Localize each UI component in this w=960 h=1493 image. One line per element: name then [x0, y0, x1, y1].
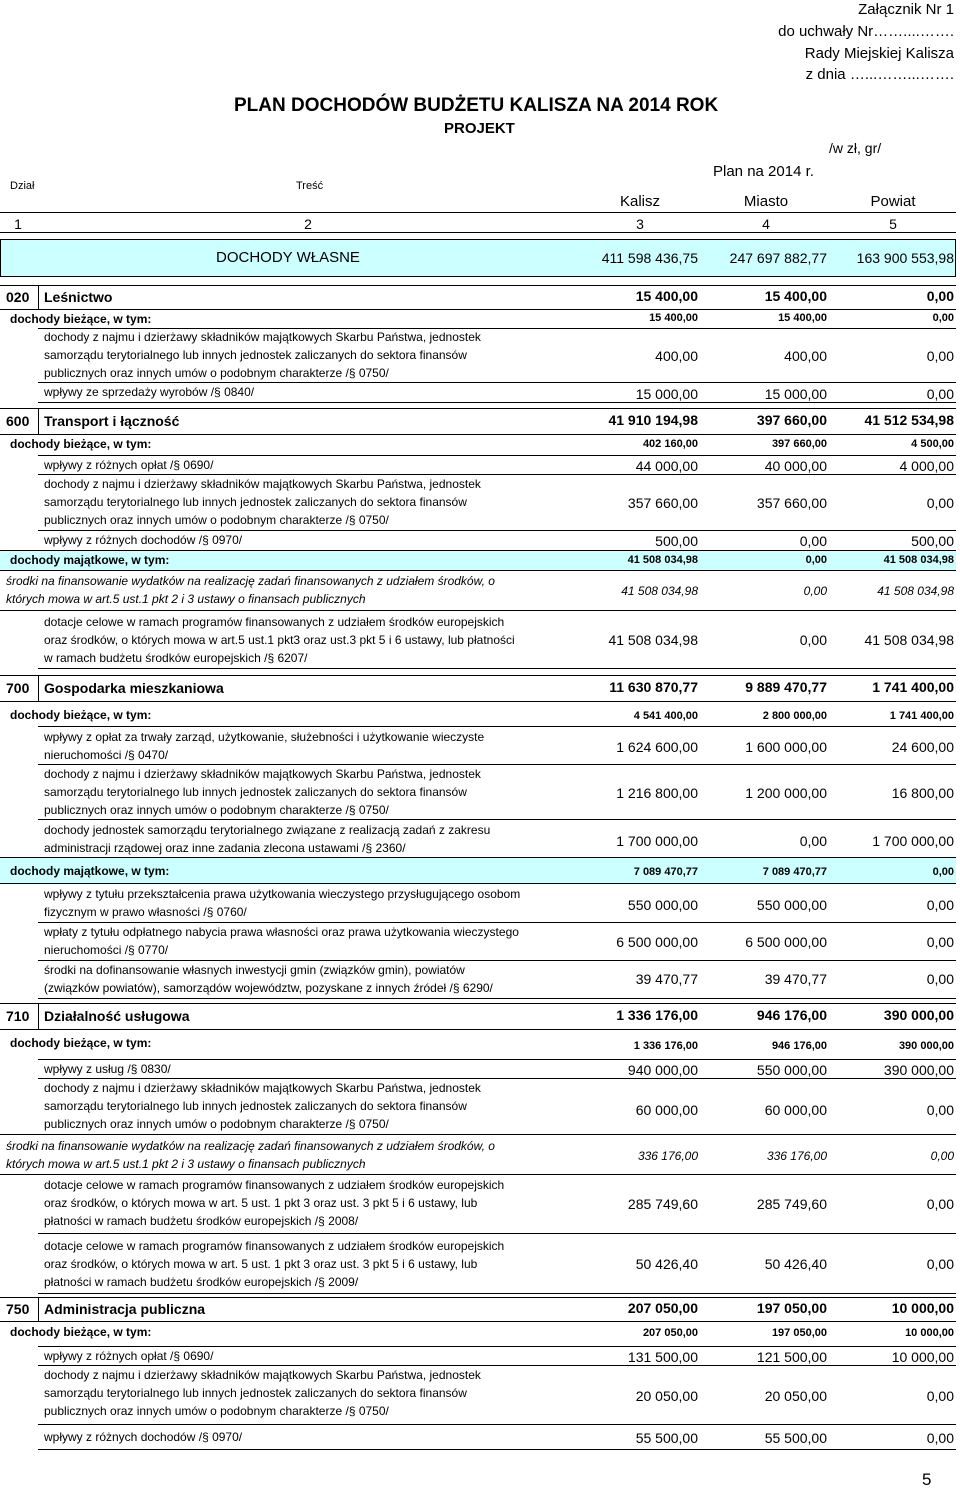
- section-code: 710: [6, 1008, 30, 1024]
- row-text: wpływy z różnych dochodów /§ 0970/: [44, 1430, 243, 1444]
- row-kalisz: 41 508 034,98: [621, 584, 698, 598]
- row-miasto: 121 500,00: [756, 1349, 827, 1365]
- col-num-1: 1: [14, 216, 22, 232]
- row-kalisz: 285 749,60: [627, 1196, 698, 1212]
- col-kalisz: Kalisz: [619, 193, 660, 210]
- date-label: z dnia …...……...…….: [805, 66, 954, 83]
- row-text-1: dochody z najmu i dzierżawy składników majątkowych Skarbu Państwa, jednostek: [44, 477, 481, 491]
- section-powiat: 41 512 534,98: [864, 412, 954, 428]
- col-plan: Plan na 2014 r.: [713, 163, 814, 180]
- row-text-1: dotacje celowe w ramach programów finansowanych z udziałem środków europejskich: [44, 1239, 505, 1253]
- row-text-3: płatności w ramach budżetu środków europejskich /§ 2009/: [44, 1275, 359, 1289]
- row-kalisz: 1 624 600,00: [616, 739, 698, 755]
- row-text-1: dochody jednostek samorządu terytorialnego związane z realizacją zadań z zakresu: [44, 823, 491, 837]
- section-kalisz: 15 400,00: [635, 288, 698, 304]
- row-text-2: samorządu terytorialnego lub innych jednostek zaliczanych do sektora finansów: [44, 495, 467, 509]
- row-miasto: 550 000,00: [756, 1062, 827, 1078]
- row-powiat: 1 741 400,00: [889, 710, 954, 722]
- row-text-2: nieruchomości /§ 0470/: [44, 748, 169, 762]
- col-num-2: 2: [304, 216, 312, 232]
- row-miasto: 336 176,00: [766, 1149, 827, 1163]
- row-kalisz: 39 470,77: [635, 971, 698, 987]
- row-text-2: (związków powiatów), samorządów województw, pozyskane z innych źródeł /§ 6290/: [44, 981, 493, 995]
- row-miasto: 50 426,40: [764, 1256, 827, 1272]
- row-powiat: 0,00: [926, 897, 954, 913]
- section-miasto: 946 176,00: [756, 1007, 827, 1023]
- row-powiat: 390 000,00: [883, 1062, 954, 1078]
- section-powiat: 390 000,00: [883, 1007, 954, 1023]
- section-code: 020: [6, 289, 30, 305]
- row-kalisz: 357 660,00: [627, 495, 698, 511]
- page-subtitle: PROJEKT: [444, 120, 515, 137]
- row-powiat: 41 508 034,98: [877, 584, 954, 598]
- section-miasto: 397 660,00: [756, 412, 827, 428]
- row-kalisz: 60 000,00: [635, 1102, 698, 1118]
- row-miasto: 357 660,00: [756, 495, 827, 511]
- row-kalisz: 940 000,00: [627, 1062, 698, 1078]
- total-powiat: 163 900 553,98: [856, 250, 954, 266]
- row-label: dochody majątkowe, w tym:: [10, 553, 170, 567]
- row-powiat: 41 508 034,98: [864, 632, 954, 648]
- col-powiat: Powiat: [870, 193, 916, 210]
- section-name: Działalność usługowa: [44, 1008, 190, 1024]
- row-text-1: wpływy z opłat za trwały zarząd, użytkowanie, służebności i użytkowanie wieczyste: [44, 730, 485, 744]
- row-text-1: dochody z najmu i dzierżawy składników majątkowych Skarbu Państwa, jednostek: [44, 767, 481, 781]
- row-text-3: publicznych oraz innych umów o podobnym charakterze /§ 0750/: [44, 366, 389, 380]
- row-kalisz: 50 426,40: [635, 1256, 698, 1272]
- section-name: Administracja publiczna: [44, 1301, 206, 1317]
- row-miasto: 0,00: [799, 632, 827, 648]
- row-text: wpływy ze sprzedaży wyrobów /§ 0840/: [44, 385, 255, 399]
- col-tresc: Treść: [296, 180, 324, 192]
- section-powiat: 10 000,00: [891, 1300, 954, 1316]
- row-text-1: wpłaty z tytułu odpłatnego nabycia prawa własności oraz prawa użytkowania wieczystego: [44, 925, 519, 939]
- row-powiat: 10 000,00: [905, 1327, 954, 1339]
- row-kalisz: 1 336 176,00: [633, 1040, 698, 1052]
- row-kalisz: 4 541 400,00: [633, 710, 698, 722]
- row-powiat: 0,00: [932, 866, 954, 878]
- row-text-2: administracji rządowej oraz inne zadania zlecona ustawami /§ 2360/: [44, 841, 406, 855]
- row-miasto: 0,00: [799, 833, 827, 849]
- row-text-1: dochody z najmu i dzierżawy składników majątkowych Skarbu Państwa, jednostek: [44, 1081, 481, 1095]
- row-text-3: w ramach budżetu środków europejskich /§ 6207/: [44, 651, 308, 665]
- row-kalisz: 20 050,00: [635, 1388, 698, 1404]
- row-kalisz: 41 508 034,98: [627, 554, 698, 566]
- row-text-3: publicznych oraz innych umów o podobnym charakterze /§ 0750/: [44, 803, 389, 817]
- row-label: dochody bieżące, w tym:: [10, 1036, 152, 1050]
- row-miasto: 400,00: [784, 348, 827, 364]
- row-kalisz: 15 000,00: [635, 386, 698, 402]
- section-miasto: 197 050,00: [756, 1300, 827, 1316]
- row-miasto: 550 000,00: [756, 897, 827, 913]
- row-powiat: 0,00: [926, 348, 954, 364]
- row-powiat: 0,00: [926, 1430, 954, 1446]
- row-kalisz: 7 089 470,77: [633, 866, 698, 878]
- row-kalisz: 400,00: [655, 348, 698, 364]
- row-label: dochody bieżące, w tym:: [10, 312, 152, 326]
- row-text: wpływy z różnych opłat /§ 0690/: [44, 1349, 214, 1363]
- row-text-2: oraz środków, o których mowa w art.5 ust.1 pkt3 oraz ust.3 pkt 5 i 6 ustawy, lub płatności: [44, 633, 515, 647]
- row-powiat: 4 000,00: [899, 458, 954, 474]
- row-miasto: 15 400,00: [778, 312, 827, 324]
- row-miasto: 7 089 470,77: [762, 866, 827, 878]
- row-powiat: 16 800,00: [891, 785, 954, 801]
- row-miasto: 285 749,60: [756, 1196, 827, 1212]
- row-kalisz: 41 508 034,98: [608, 632, 698, 648]
- row-text: wpływy z usług /§ 0830/: [44, 1062, 171, 1076]
- row-powiat: 4 500,00: [911, 438, 954, 450]
- row-text: wpływy z różnych dochodów /§ 0970/: [44, 533, 243, 547]
- section-kalisz: 207 050,00: [627, 1300, 698, 1316]
- row-text-1: środki na dofinansowanie własnych inwestycji gmin (związków gmin), powiatów: [44, 963, 465, 977]
- row-kalisz: 1 700 000,00: [616, 833, 698, 849]
- row-kalisz: 44 000,00: [635, 458, 698, 474]
- row-powiat: 10 000,00: [891, 1349, 954, 1365]
- section-miasto: 15 400,00: [764, 288, 827, 304]
- row-kalisz: 55 500,00: [635, 1430, 698, 1446]
- section-miasto: 9 889 470,77: [745, 679, 827, 695]
- row-text-2: oraz środków, o których mowa w art. 5 ust. 1 pkt 3 oraz ust. 3 pkt 5 i 6 ustawy, lub: [44, 1257, 478, 1271]
- row-powiat: 0,00: [926, 1256, 954, 1272]
- row-miasto: 20 050,00: [764, 1388, 827, 1404]
- section-kalisz: 11 630 870,77: [609, 679, 698, 695]
- council-label: Rady Miejskiej Kalisza: [804, 45, 954, 62]
- row-miasto: 0,00: [805, 554, 827, 566]
- section-name: Gospodarka mieszkaniowa: [44, 680, 224, 696]
- row-miasto: 397 660,00: [771, 438, 827, 450]
- row-kalisz: 500,00: [655, 533, 698, 549]
- row-text-1: wpływy z tytułu przekształcenia prawa użytkowania wieczystego przysługującego osobom: [44, 887, 521, 901]
- row-text-1: dochody z najmu i dzierżawy składników majątkowych Skarbu Państwa, jednostek: [44, 330, 481, 344]
- row-text: wpływy z różnych opłat /§ 0690/: [44, 458, 214, 472]
- row-miasto: 15 000,00: [764, 386, 827, 402]
- row-miasto: 2 800 000,00: [762, 710, 827, 722]
- row-powiat: 0,00: [930, 1149, 954, 1163]
- resolution-label: do uchwały Nr……....…….: [778, 23, 954, 40]
- section-code: 700: [6, 680, 30, 696]
- col-num-4: 4: [762, 216, 770, 232]
- row-label: dochody bieżące, w tym:: [10, 1325, 152, 1339]
- row-text-2: samorządu terytorialnego lub innych jednostek zaliczanych do sektora finansów: [44, 348, 467, 362]
- row-text-2: nieruchomości /§ 0770/: [44, 943, 169, 957]
- row-powiat: 0,00: [926, 1196, 954, 1212]
- row-kalisz: 336 176,00: [637, 1149, 698, 1163]
- row-powiat: 0,00: [932, 312, 954, 324]
- section-kalisz: 41 910 194,98: [608, 412, 698, 428]
- page-number: 5: [922, 1470, 932, 1489]
- row-text-2: oraz środków, o których mowa w art. 5 ust. 1 pkt 3 oraz ust. 3 pkt 5 i 6 ustawy, lub: [44, 1196, 478, 1210]
- row-text-1: środki na finansowanie wydatków na realizację zadań finansowanych z udziałem środków, o: [6, 574, 495, 588]
- row-powiat: 24 600,00: [891, 739, 954, 755]
- total-kalisz: 411 598 436,75: [601, 250, 698, 266]
- row-text-2: których mowa w art.5 ust.1 pkt 2 i 3 ustawy o finansach publicznych: [6, 592, 366, 606]
- row-kalisz: 15 400,00: [649, 312, 698, 324]
- row-kalisz: 6 500 000,00: [616, 934, 698, 950]
- row-powiat: 0,00: [926, 386, 954, 402]
- row-text-2: fizycznym w prawo własności /§ 0760/: [44, 905, 247, 919]
- col-miasto: Miasto: [743, 193, 789, 210]
- row-label: dochody bieżące, w tym:: [10, 437, 152, 451]
- row-kalisz: 1 216 800,00: [616, 785, 698, 801]
- row-kalisz: 207 050,00: [642, 1327, 698, 1339]
- row-kalisz: 402 160,00: [642, 438, 698, 450]
- row-miasto: 0,00: [803, 584, 827, 598]
- row-text-2: samorządu terytorialnego lub innych jednostek zaliczanych do sektora finansów: [44, 1386, 467, 1400]
- row-powiat: 41 508 034,98: [883, 554, 954, 566]
- page-title: PLAN DOCHODÓW BUDŻETU KALISZA NA 2014 ROK: [234, 95, 719, 116]
- row-miasto: 6 500 000,00: [745, 934, 827, 950]
- row-powiat: 1 700 000,00: [872, 833, 954, 849]
- row-text-2: samorządu terytorialnego lub innych jednostek zaliczanych do sektora finansów: [44, 1099, 467, 1113]
- row-text-3: publicznych oraz innych umów o podobnym charakterze /§ 0750/: [44, 1404, 389, 1418]
- row-text-2: samorządu terytorialnego lub innych jednostek zaliczanych do sektora finansów: [44, 785, 467, 799]
- row-miasto: 946 176,00: [771, 1040, 827, 1052]
- row-miasto: 1 600 000,00: [745, 739, 827, 755]
- unit-label: /w zł, gr/: [829, 140, 882, 156]
- row-powiat: 390 000,00: [898, 1040, 954, 1052]
- section-name: Transport i łączność: [44, 413, 180, 429]
- row-text-1: dochody z najmu i dzierżawy składników majątkowych Skarbu Państwa, jednostek: [44, 1368, 481, 1382]
- section-code: 600: [6, 413, 30, 429]
- row-text-1: dotacje celowe w ramach programów finansowanych z udziałem środków europejskich: [44, 615, 505, 629]
- row-label: dochody bieżące, w tym:: [10, 708, 152, 722]
- row-powiat: 500,00: [911, 533, 954, 549]
- row-text-3: publicznych oraz innych umów o podobnym charakterze /§ 0750/: [44, 1117, 389, 1131]
- row-miasto: 0,00: [799, 533, 827, 549]
- row-kalisz: 131 500,00: [627, 1349, 698, 1365]
- row-miasto: 60 000,00: [764, 1102, 827, 1118]
- section-code: 750: [6, 1301, 30, 1317]
- section-powiat: 0,00: [926, 288, 954, 304]
- row-label: dochody majątkowe, w tym:: [10, 864, 170, 878]
- row-miasto: 40 000,00: [764, 458, 827, 474]
- row-kalisz: 550 000,00: [627, 897, 698, 913]
- section-kalisz: 1 336 176,00: [616, 1007, 698, 1023]
- row-text-1: środki na finansowanie wydatków na realizację zadań finansowanych z udziałem środków, o: [6, 1139, 495, 1153]
- col-dzial: Dział: [10, 180, 35, 192]
- row-text-3: płatności w ramach budżetu środków europejskich /§ 2008/: [44, 1214, 359, 1228]
- total-miasto: 247 697 882,77: [729, 250, 827, 266]
- row-miasto: 1 200 000,00: [745, 785, 827, 801]
- col-num-5: 5: [889, 216, 897, 232]
- row-miasto: 55 500,00: [764, 1430, 827, 1446]
- row-powiat: 0,00: [926, 495, 954, 511]
- row-miasto: 39 470,77: [764, 971, 827, 987]
- row-text-3: publicznych oraz innych umów o podobnym charakterze /§ 0750/: [44, 513, 389, 527]
- row-text-1: dotacje celowe w ramach programów finansowanych z udziałem środków europejskich: [44, 1178, 505, 1192]
- row-miasto: 197 050,00: [771, 1327, 827, 1339]
- section-powiat: 1 741 400,00: [872, 679, 954, 695]
- row-powiat: 0,00: [926, 934, 954, 950]
- row-text-2: których mowa w art.5 ust.1 pkt 2 i 3 ustawy o finansach publicznych: [6, 1157, 366, 1171]
- section-name: Leśnictwo: [44, 289, 113, 305]
- row-powiat: 0,00: [926, 971, 954, 987]
- attachment-label: Załącznik Nr 1: [858, 1, 954, 18]
- col-num-3: 3: [636, 216, 644, 232]
- row-powiat: 0,00: [926, 1388, 954, 1404]
- row-powiat: 0,00: [926, 1102, 954, 1118]
- total-label: DOCHODY WŁASNE: [216, 249, 360, 266]
